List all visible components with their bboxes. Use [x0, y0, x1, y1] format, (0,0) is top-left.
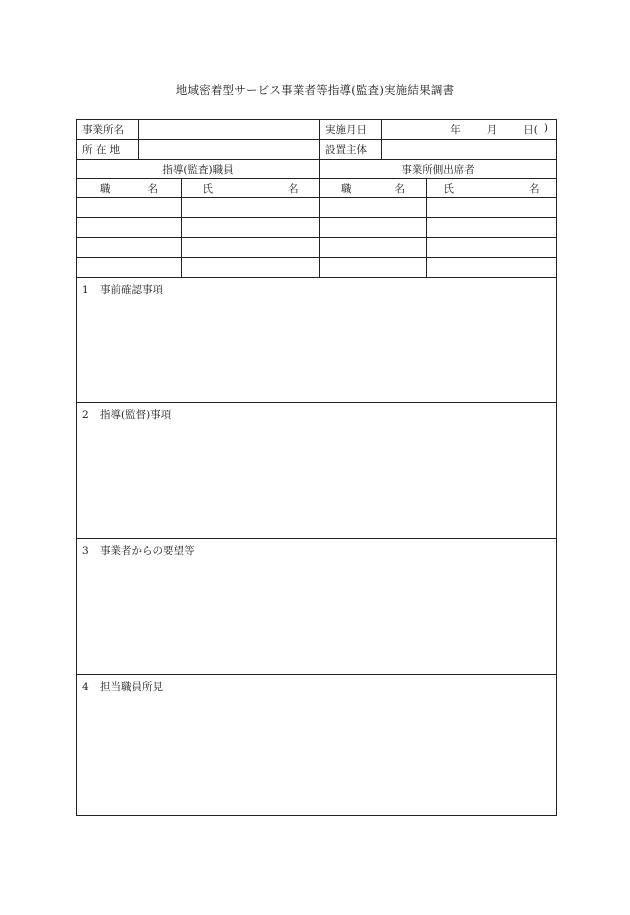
attendee-group-header-row — [77, 160, 556, 179]
section-title: 4 担当職員所見 — [82, 681, 163, 693]
staff-name-header: 氏 名 — [182, 179, 320, 197]
staff-name-field[interactable] — [182, 218, 320, 237]
section-operator-requests[interactable] — [77, 539, 556, 675]
staff-title-field[interactable] — [77, 218, 182, 237]
office-title-header: 職 名 — [320, 179, 427, 197]
office-name-field[interactable] — [427, 238, 556, 257]
section-guidance-items[interactable] — [77, 403, 556, 539]
attendee-row — [77, 258, 556, 278]
office-name-field[interactable] — [427, 258, 556, 277]
office-group-header: 事業所側出席者 — [401, 163, 475, 176]
section-title: 2 指導(監督)事項 — [82, 409, 172, 421]
office-title-field[interactable] — [320, 238, 427, 257]
attendee-row — [77, 218, 556, 238]
office-name-label: 事業所名 — [82, 124, 124, 136]
section-title: 1 事前確認事項 — [82, 284, 163, 296]
document-title: 地域密着型サービス事業者等指導(監査)実施結果調書 — [175, 83, 455, 97]
office-name-field[interactable] — [139, 120, 320, 139]
date-year-unit: 年 — [450, 124, 461, 136]
date-label: 実施月日 — [325, 124, 367, 136]
office-name-header: 氏 名 — [443, 182, 540, 195]
staff-title-field[interactable] — [77, 198, 182, 217]
staff-group-header: 指導(監査)職員 — [77, 160, 320, 178]
establisher-label: 設置主体 — [325, 144, 367, 156]
date-weekday-close: ) — [543, 122, 548, 134]
staff-title-header: 職 名 — [77, 179, 182, 197]
date-field[interactable] — [382, 120, 556, 139]
location-label: 所 在 地 — [82, 144, 121, 156]
office-title-field[interactable] — [320, 218, 427, 237]
staff-title-field[interactable] — [77, 238, 182, 257]
location-field[interactable] — [139, 140, 320, 159]
office-name-label-cell — [77, 120, 139, 139]
inspection-form — [76, 119, 557, 816]
office-name-row — [77, 120, 556, 140]
section-staff-findings[interactable] — [77, 675, 556, 815]
date-value — [450, 122, 548, 137]
location-row — [77, 140, 556, 160]
staff-name-field[interactable] — [182, 198, 320, 217]
section-title: 3 事業者からの要望等 — [82, 545, 195, 557]
establisher-label-cell — [320, 140, 382, 159]
staff-title-field[interactable] — [77, 258, 182, 277]
staff-name-field[interactable] — [182, 238, 320, 257]
date-day-unit: 日( — [523, 124, 538, 136]
establisher-field[interactable] — [382, 140, 556, 159]
office-name-field[interactable] — [427, 218, 556, 237]
date-label-cell — [320, 120, 382, 139]
attendee-row — [77, 238, 556, 258]
office-name-field[interactable] — [427, 198, 556, 217]
date-month-unit: 月 — [486, 124, 498, 136]
attendee-row — [77, 198, 556, 218]
location-label-cell — [77, 140, 139, 159]
section-prior-confirmation[interactable] — [77, 278, 556, 403]
office-title-field[interactable] — [320, 258, 427, 277]
attendee-column-header-row — [77, 179, 556, 198]
staff-name-field[interactable] — [182, 258, 320, 277]
office-title-field[interactable] — [320, 198, 427, 217]
